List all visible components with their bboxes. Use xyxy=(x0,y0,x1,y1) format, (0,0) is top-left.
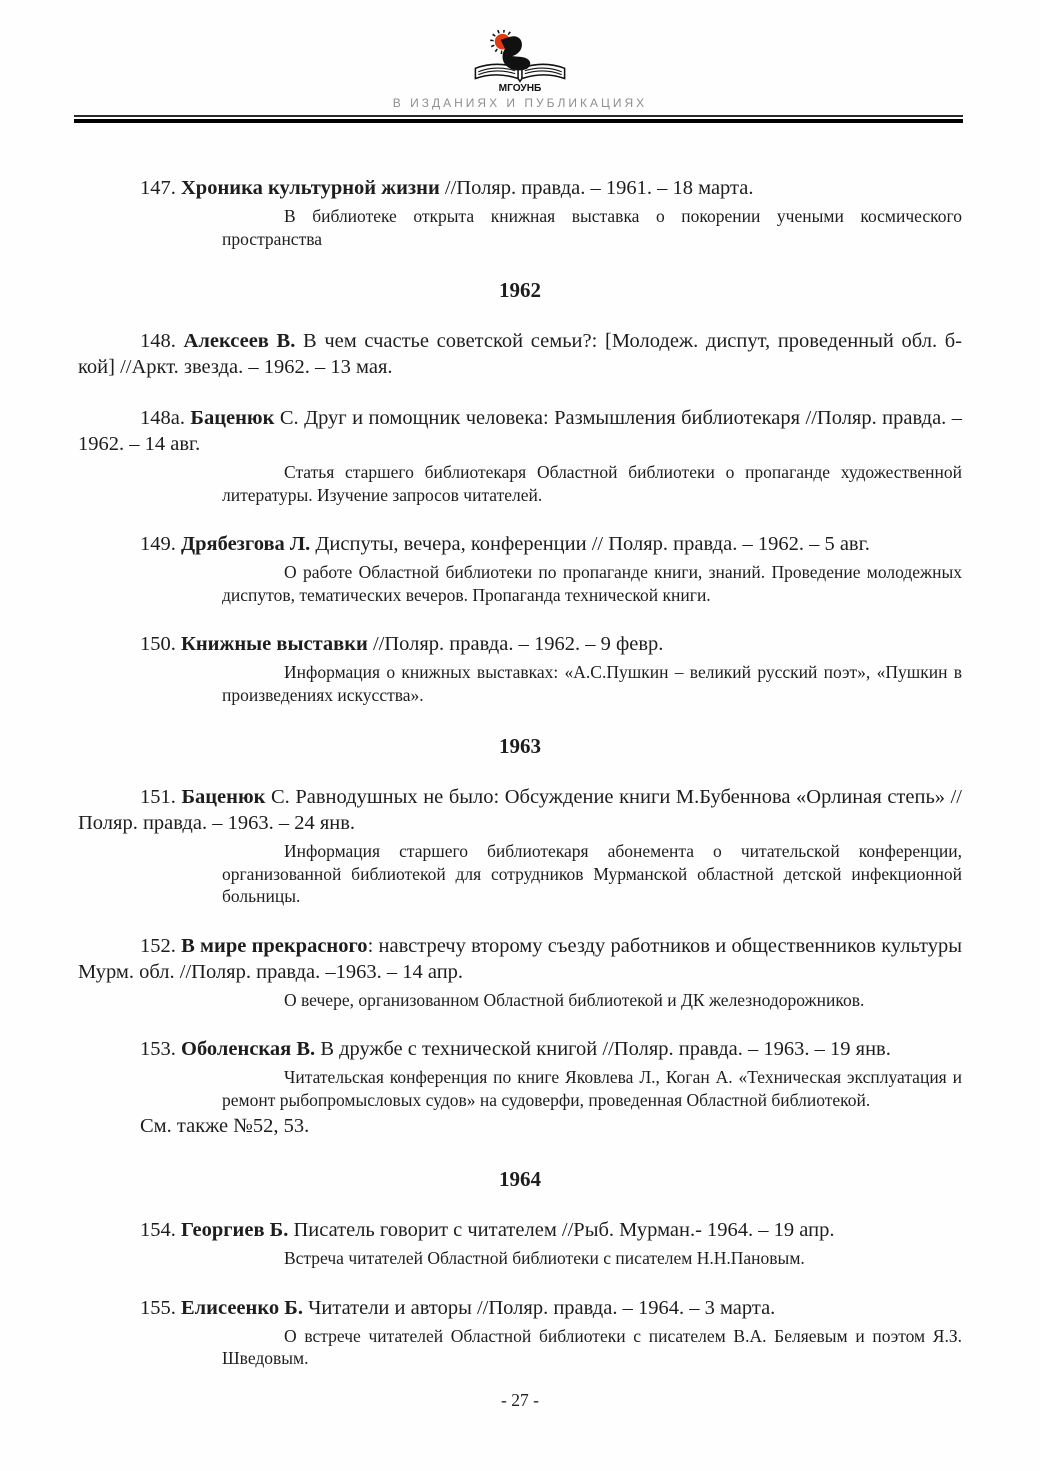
entry-citation-rest: В чем счастье советской семьи?: [Молодеж. диспут, проведенный обл. б-кой] //Аркт. звезда. – 1962. – 13 мая. xyxy=(78,330,963,378)
entry-citation xyxy=(78,531,962,557)
entry-annotation: Информация о книжных выставках: «А.С.Пушкин – великий русский поэт», «Пушкин в произведениях искусства». xyxy=(222,662,962,705)
year-heading: 1964 xyxy=(499,1167,541,1191)
page-header xyxy=(0,0,1040,110)
entry-title: Книжные выставки xyxy=(181,633,368,655)
entry-citation xyxy=(78,784,962,836)
entry-citation xyxy=(78,405,962,457)
entry-annotation: В библиотеке открыта книжная выставка о покорении учеными космического пространства xyxy=(222,206,962,249)
year-heading: 1963 xyxy=(499,734,541,758)
entry-number: 150. xyxy=(140,633,181,655)
see-also-note: См. также №52, 53. xyxy=(140,1115,310,1137)
entry-citation-rest: //Поляр. правда. – 1962. – 9 февр. xyxy=(367,633,664,655)
bibliography xyxy=(78,123,962,1370)
entry-citation-rest: Читатели и авторы //Поляр. правда. – 1964. – 3 марта. xyxy=(302,1296,776,1319)
year-heading: 1962 xyxy=(499,278,541,302)
entry-title: Оболенская В. xyxy=(181,1038,316,1060)
entry-citation-rest: Диспуты, вечера, конференции // Поляр. правда. – 1962. – 5 авг. xyxy=(310,533,870,555)
bibliography-entry xyxy=(78,1217,962,1270)
page-number: - 27 - xyxy=(501,1390,539,1410)
entry-annotation: О встрече читателей Областной библиотеки с писателем В.А. Беляевым и поэтом Я.З. Шведовым. xyxy=(222,1325,962,1368)
logo-acronym: МГОУНБ xyxy=(498,83,542,94)
entry-title: Баценюк xyxy=(190,407,275,429)
bibliography-entry xyxy=(78,405,962,506)
bibliography-entry xyxy=(78,631,962,706)
bibliography-entry xyxy=(78,531,962,606)
entry-citation-rest: Писатель говорит с читателем //Рыб. Мурман.- 1964. – 19 апр. xyxy=(288,1219,835,1241)
entry-annotation: О вечере, организованном Областной библиотекой и ДК железнодорожников. xyxy=(284,989,865,1010)
entry-citation-rest: В дружбе с технической книгой //Поляр. правда. – 1963. – 19 янв. xyxy=(315,1038,891,1060)
header-double-rule xyxy=(74,115,963,123)
entry-number: 153. xyxy=(140,1038,181,1060)
entry-number: 152. xyxy=(140,934,182,957)
entry-number: 151. xyxy=(140,786,182,808)
entry-citation-rest: : навстречу второму съезду работников и общественников культуры Мурм. обл. //Поляр. правда. –1963. – 14 апр. xyxy=(78,934,963,983)
entry-title: В мире прекрасного xyxy=(181,934,368,957)
bibliography-entry xyxy=(78,933,962,1012)
entry-number: 155. xyxy=(140,1296,181,1319)
entry-number: 149. xyxy=(140,533,181,555)
entry-title: Баценюк xyxy=(181,786,266,808)
entry-number: 147. xyxy=(140,177,181,199)
entry-annotation: Встреча читателей Областной библиотеки с писателем Н.Н.Пановым. xyxy=(284,1248,805,1268)
bibliography-entry xyxy=(78,1295,962,1370)
entry-number: 148. xyxy=(140,330,184,352)
bibliography-entry xyxy=(78,175,962,250)
entry-citation xyxy=(78,1217,962,1243)
entry-annotation: Статья старшего библиотекаря Областной библиотеки о пропаганде художественной литературы. Изучение запросов читателей. xyxy=(222,462,962,505)
library-logo xyxy=(454,30,586,94)
entry-citation xyxy=(78,1295,962,1321)
entry-title: Хроника культурной жизни xyxy=(181,177,440,199)
entry-citation-rest: //Поляр. правда. – 1961. – 18 марта. xyxy=(439,177,754,199)
entry-citation-rest: С. Друг и помощник человека: Размышления библиотекаря //Поляр. правда. – 1962. – 14 авг. xyxy=(78,407,962,455)
entry-title: Алексеев В. xyxy=(183,330,296,352)
bibliography-entry xyxy=(78,784,962,908)
entry-title: Елисеенко Б. xyxy=(181,1296,303,1319)
bibliography-entry xyxy=(78,1036,962,1139)
entry-title: Георгиев Б. xyxy=(181,1219,289,1241)
entry-citation xyxy=(78,631,962,657)
entry-annotation: Читательская конференция по книге Яковлева Л., Коган А. «Техническая эксплуатация и ремонт рыбопромысловых судов» на судоверфи, проведенная Областной библиотекой. xyxy=(222,1067,962,1110)
entry-number: 148а. xyxy=(140,407,191,429)
bibliography-entry xyxy=(78,328,962,380)
entry-citation xyxy=(78,328,962,380)
entry-citation-rest: С. Равнодушных не было: Обсуждение книги М.Бубеннова «Орлиная степь» //Поляр. правда. – 1963. – 24 янв. xyxy=(78,786,962,834)
entry-number: 154. xyxy=(140,1219,181,1241)
entry-citation xyxy=(78,933,962,985)
entry-annotation: О работе Областной библиотеки по пропаганде книги, знаний. Проведение молодежных диспутов, тематических вечеров. Пропаганда технической книги. xyxy=(222,562,962,605)
series-tagline: В ИЗДАНИЯХ И ПУБЛИКАЦИЯХ xyxy=(392,96,648,110)
entry-citation xyxy=(78,175,962,201)
entry-annotation: Информация старшего библиотекаря абонемента о читательской конференции, организованной библиотекой для сотрудников Мурманской областной детской инфекционной больницы. xyxy=(222,841,962,906)
entry-citation xyxy=(78,1036,962,1062)
entry-title: Дрябезгова Л. xyxy=(181,533,311,555)
